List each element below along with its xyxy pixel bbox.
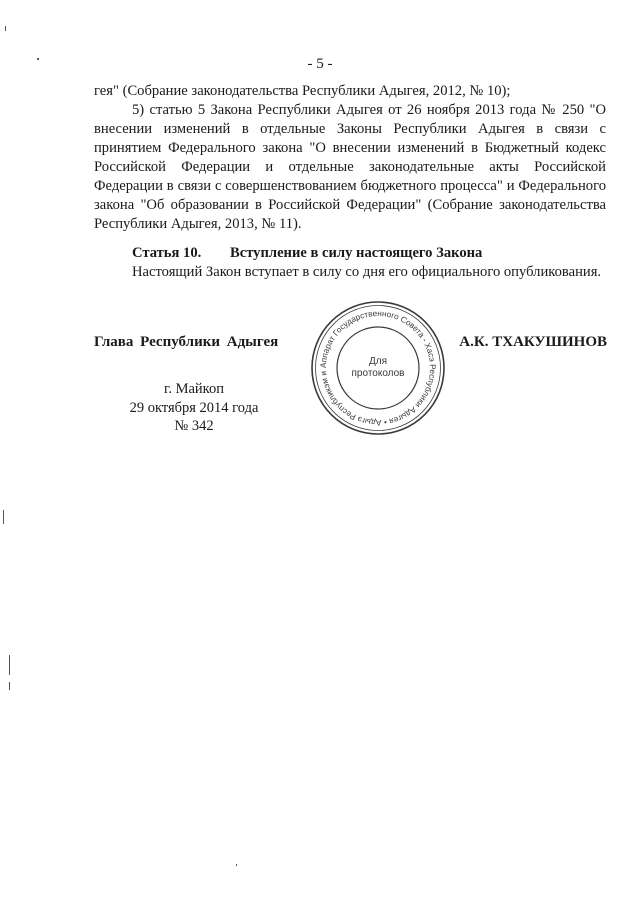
seal-center-line1: Для: [368, 356, 388, 367]
seal-center-line2: протоколов: [351, 368, 405, 379]
article-title: Вступление в силу настоящего Закона: [230, 245, 483, 261]
signatory-name: А.К. ТХАКУШИНОВ: [459, 334, 607, 350]
list-item-tail: гея" (Собрание законодательства Республики Адыгея, 2012, № 10);: [94, 83, 511, 99]
signing-place: г. Майкоп: [164, 381, 224, 397]
seal-ring-text: Аппарат Государственного Совета - Хасэ Республики Адыгея • Адыгэ Республикэм и: [318, 308, 438, 428]
list-item-5: 5) статью 5 Закона Республики Адыгея от 26 ноября 2013 года № 250 "О внесении изменений в отдельные Законы Республики Адыгея в связи с принятием Федерального закона "О внесении изменений в Бюджетный кодекс Российской Федерации и отдельные законодательные акты Российской Федерации в связи с совершенствованием бюджетного процесса" и Федерального закона "Об образовании в Российской Федерации" (Собрание законодательства Республики Адыгея, 2013, № 11).: [94, 102, 606, 232]
scan-mark: [9, 682, 10, 690]
article-heading: [94, 244, 606, 263]
signing-details: [124, 380, 264, 436]
list-continuation: [94, 82, 606, 234]
official-seal: [308, 298, 448, 438]
signing-date: 29 октября 2014 года: [129, 399, 259, 416]
scan-mark: [236, 864, 237, 866]
scan-mark: [9, 655, 10, 675]
scan-mark: [5, 26, 6, 31]
article-text: Настоящий Закон вступает в силу со дня его официального опубликования.: [132, 264, 602, 280]
article-number: Статья 10.: [132, 245, 202, 261]
seal-graphic: [308, 298, 448, 438]
law-number: № 342: [174, 418, 214, 434]
article-10: [94, 244, 606, 282]
scan-mark: [37, 58, 39, 60]
page-number: - 5 -: [307, 56, 333, 72]
signatory-position: Глава Республики Адыгея: [94, 334, 279, 350]
scan-mark: [3, 510, 4, 524]
